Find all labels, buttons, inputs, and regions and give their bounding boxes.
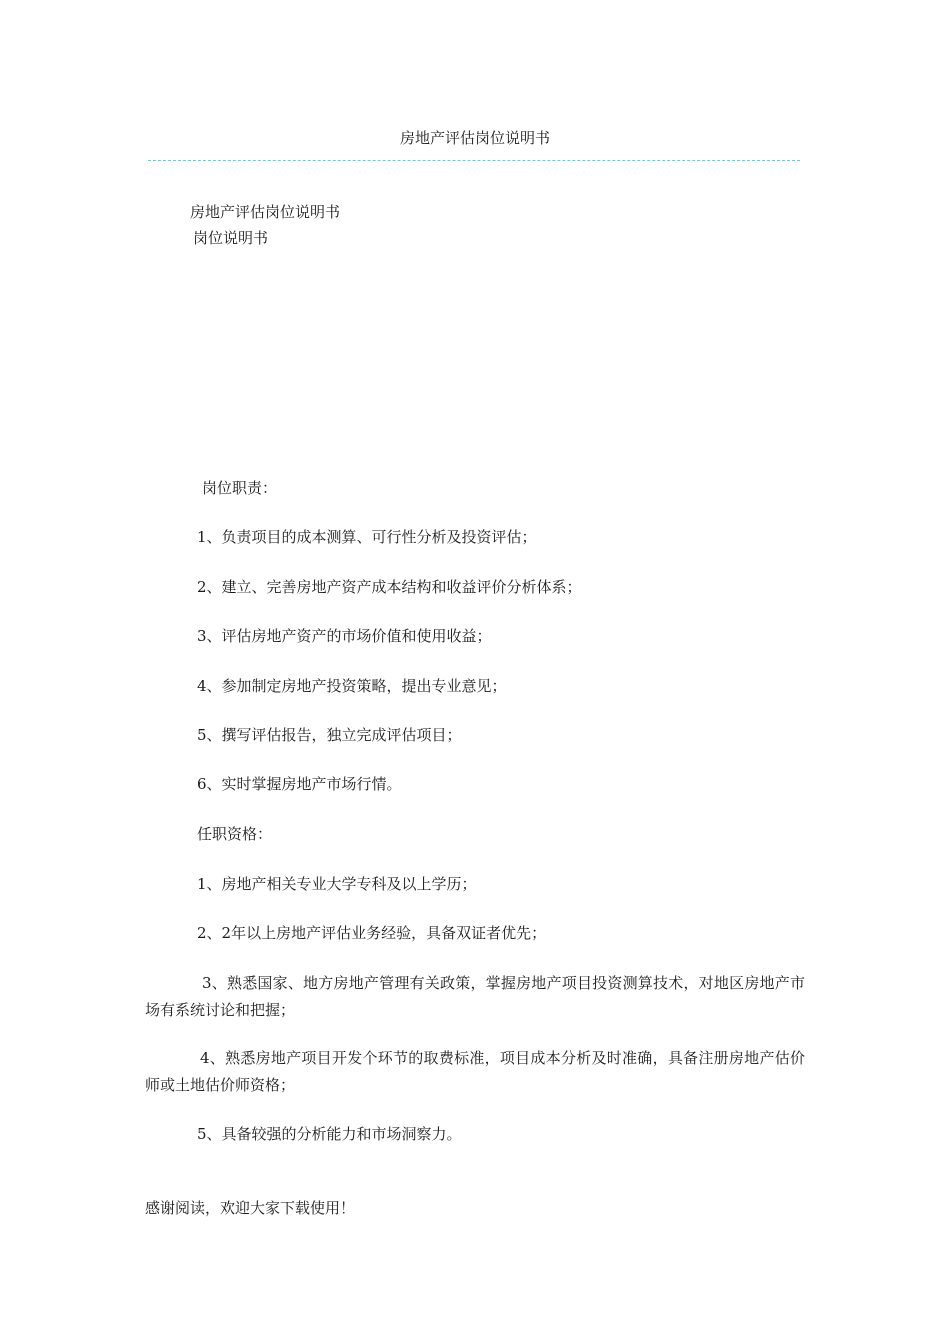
- document-title: 房地产评估岗位说明书: [190, 203, 341, 221]
- duty-item: 6、实时掌握房地产市场行情。: [197, 775, 402, 793]
- qualifications-heading: 任职资格：: [197, 825, 273, 843]
- qualification-item: 1、房地产相关专业大学专科及以上学历；: [197, 875, 477, 893]
- duties-heading: 岗位职责：: [202, 479, 278, 497]
- duty-item: 1、负责项目的成本测算、可行性分析及投资评估；: [197, 528, 537, 546]
- qualification-item: 3、熟悉国家、地方房地产管理有关政策，掌握房地产项目投资测算技术，对地区房地产市场有系统讨论和把握；: [145, 974, 805, 1019]
- qualification-item: 4、熟悉房地产项目开发个环节的取费标准，项目成本分析及时准确，具备注册房地产估价师或土地估价师资格；: [145, 1049, 805, 1094]
- duty-item: 4、参加制定房地产投资策略，提出专业意见；: [197, 677, 507, 695]
- closing-note: 感谢阅读，欢迎大家下载使用！: [145, 1199, 356, 1217]
- duty-item: 3、评估房地产资产的市场价值和使用收益；: [197, 627, 492, 645]
- qualification-item: 5、具备较强的分析能力和市场洞察力。: [197, 1125, 462, 1143]
- qualification-item: 2、2年以上房地产评估业务经验，具备双证者优先；: [197, 924, 547, 942]
- duty-item: 2、建立、完善房地产资产成本结构和收益评价分析体系；: [197, 578, 582, 596]
- header-divider: [148, 160, 800, 161]
- page-header-title: 房地产评估岗位说明书: [399, 129, 550, 147]
- document-subtitle: 岗位说明书: [193, 229, 269, 247]
- duty-item: 5、撰写评估报告，独立完成评估项目；: [197, 726, 462, 744]
